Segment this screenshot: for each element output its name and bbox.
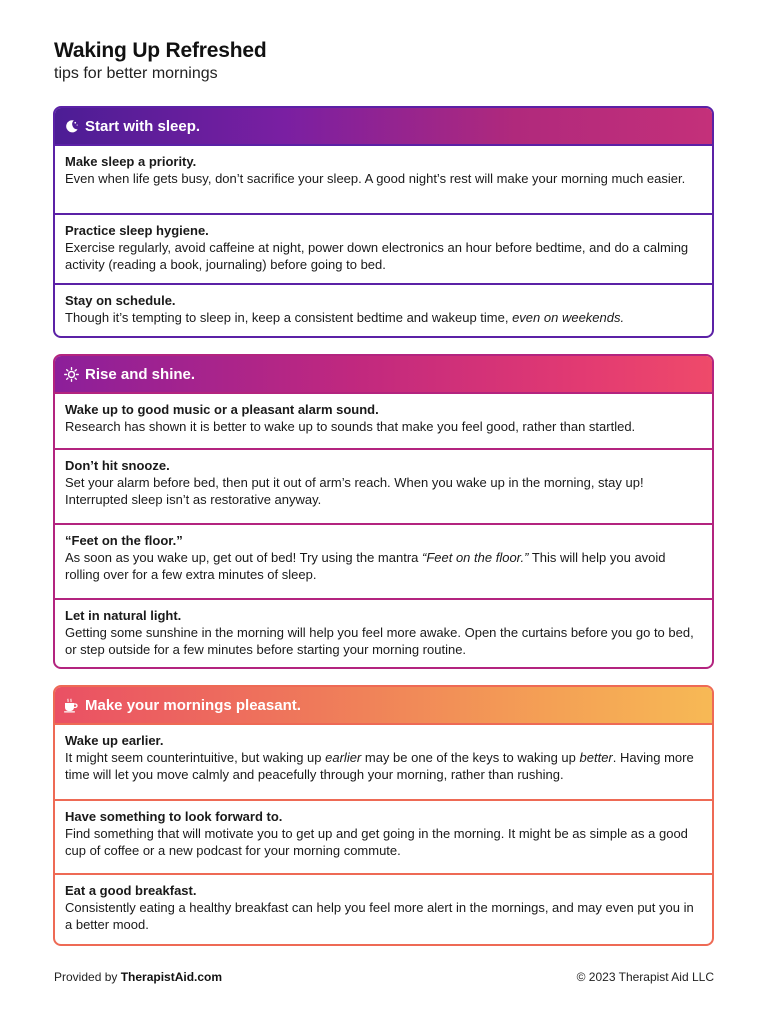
tip-title: Wake up earlier. <box>65 733 164 748</box>
tip-title: Don’t hit snooze. <box>65 458 170 473</box>
tip-text: Find something that will motivate you to get up and get going in the morning. It might be as simple as a good cup of coffee or a new podcast for your morning commute. <box>65 826 688 858</box>
tip-item <box>55 723 712 799</box>
footer-provided-by: Provided by TherapistAid.com <box>54 970 223 984</box>
coffee-cup-icon <box>63 697 79 713</box>
tip-item <box>55 523 712 598</box>
section-heading: Make your mornings pleasant. <box>85 696 301 714</box>
page-title: Waking Up Refreshed <box>54 39 267 62</box>
tip-text: Research has shown it is better to wake up to sounds that make you feel good, rather than startled. <box>65 419 636 434</box>
tip-item <box>55 213 712 283</box>
tip-item <box>55 598 712 669</box>
tip-item <box>55 283 712 336</box>
footer-copyright: © 2023 Therapist Aid LLC <box>576 970 714 984</box>
tip-text: It might seem counterintuitive, but waking up earlier may be one of the keys to waking up better. Having more time will let you move calmly and peacefully through your morning, rather than rushing. <box>65 750 694 782</box>
tip-item <box>55 873 712 945</box>
tip-text: As soon as you wake up, get out of bed! Try using the mantra “Feet on the floor.” This will help you avoid rolling over for a few extra minutes of sleep. <box>65 550 666 582</box>
moon-icon <box>63 118 79 134</box>
section-heading: Rise and shine. <box>85 365 196 383</box>
tip-text: Getting some sunshine in the morning will help you feel more awake. Open the curtains before you go to bed, or step outside for a few minutes before starting your morning routine. <box>65 625 694 657</box>
tip-title: Let in natural light. <box>65 608 182 623</box>
tip-item <box>55 144 712 213</box>
sun-icon <box>63 366 79 382</box>
tip-title: Eat a good breakfast. <box>65 883 197 898</box>
tip-text: Though it’s tempting to sleep in, keep a consistent bedtime and wakeup time, even on weekends. <box>65 310 625 325</box>
section-start-with-sleep <box>53 106 714 338</box>
section-make-mornings-pleasant <box>53 685 714 946</box>
tip-title: “Feet on the floor.” <box>65 533 183 548</box>
tip-title: Practice sleep hygiene. <box>65 223 209 238</box>
tip-text: Even when life gets busy, don’t sacrifice your sleep. A good night’s rest will make your morning much easier. <box>65 171 686 186</box>
tip-title: Have something to look forward to. <box>65 809 283 824</box>
tip-title: Stay on schedule. <box>65 293 176 308</box>
tip-item <box>55 392 712 448</box>
tip-text: Consistently eating a healthy breakfast can help you feel more alert in the mornings, and may even put you in a better mood. <box>65 900 694 932</box>
page-subtitle: tips for better mornings <box>54 65 218 82</box>
footer-site-link[interactable]: TherapistAid.com <box>120 970 223 984</box>
tip-item <box>55 799 712 873</box>
tip-item <box>55 448 712 523</box>
section-header <box>55 687 712 723</box>
section-heading: Start with sleep. <box>85 117 201 135</box>
section-rise-and-shine <box>53 354 714 669</box>
tip-text: Exercise regularly, avoid caffeine at night, power down electronics an hour before bedtime, and do a calming activity (reading a book, journaling) before going to bed. <box>65 240 689 272</box>
section-header <box>55 108 712 144</box>
page-header <box>54 38 266 84</box>
tip-title: Make sleep a priority. <box>65 154 197 169</box>
tip-text: Set your alarm before bed, then put it out of arm’s reach. When you wake up in the morning, stay up! Interrupted sleep isn’t as restorative anyway. <box>65 475 644 507</box>
tip-title: Wake up to good music or a pleasant alarm sound. <box>65 402 379 417</box>
section-header <box>55 356 712 392</box>
